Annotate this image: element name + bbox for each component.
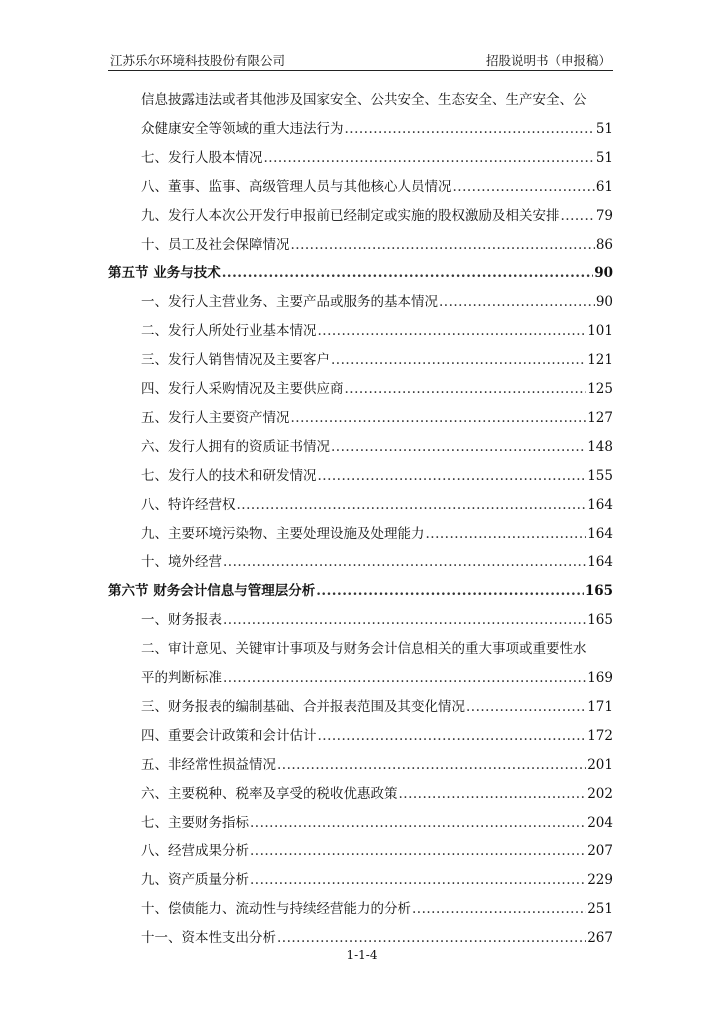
toc-leader-dots — [277, 930, 586, 946]
toc-entry-page: 201 — [587, 756, 613, 773]
toc-entry[interactable] — [108, 720, 613, 744]
toc-leader-dots — [250, 815, 586, 831]
toc-leader-dots — [426, 526, 587, 542]
toc-leader-dots — [331, 439, 586, 455]
toc-entry[interactable] — [108, 344, 613, 368]
toc-entry-title: 三、财务报表的编制基础、合并报表范围及其变化情况 — [141, 698, 465, 715]
toc-entry-title: 第六节 财务会计信息与管理层分析 — [108, 583, 316, 600]
toc-entry[interactable] — [108, 489, 613, 513]
toc-entry[interactable] — [108, 749, 613, 773]
toc-entry[interactable] — [108, 922, 613, 946]
toc-entry-page: 127 — [587, 409, 613, 426]
toc-entry-title: 十一、资本性支出分析 — [141, 930, 276, 947]
toc-entry-title: 七、主要财务指标 — [141, 814, 249, 831]
toc-leader-dots — [277, 757, 586, 773]
toc-entry-page: 125 — [587, 381, 613, 397]
toc-entry[interactable] — [108, 546, 613, 570]
toc-entry-page: 164 — [587, 525, 613, 542]
toc-entry-page: 164 — [587, 554, 613, 571]
toc-entry-page: 101 — [587, 323, 613, 340]
toc-entry[interactable] — [108, 373, 613, 397]
toc-entry-page: 172 — [587, 727, 613, 744]
toc-entry[interactable] — [108, 807, 613, 831]
toc-entry-title: 十、员工及社会保障情况 — [141, 236, 290, 253]
toc-entry-page: 204 — [587, 814, 613, 831]
toc-entry[interactable] — [108, 460, 613, 484]
toc-entry[interactable] — [108, 402, 613, 426]
toc-entry-title: 四、发行人采购情况及主要供应商 — [141, 381, 344, 397]
toc-entry-title: 四、重要会计政策和会计估计 — [141, 727, 317, 744]
toc-entry-page: 165 — [587, 612, 613, 629]
toc-entry[interactable] — [108, 633, 613, 657]
toc-section-heading[interactable] — [108, 575, 613, 599]
toc-entry-page: 86 — [595, 236, 613, 253]
toc-leader-dots — [223, 612, 586, 628]
toc-entry-page: 61 — [595, 178, 613, 195]
toc-leader-dots — [291, 410, 587, 426]
toc-entry-title: 七、发行人股本情况 — [141, 149, 263, 166]
toc-leader-dots — [399, 786, 587, 802]
toc-leader-dots — [318, 468, 587, 484]
toc-entry[interactable] — [108, 864, 613, 888]
toc-leader-dots — [439, 294, 595, 310]
toc-entry-page: 207 — [587, 843, 613, 860]
toc-leader-dots — [318, 728, 587, 744]
toc-entry-page: 164 — [587, 496, 613, 513]
toc-entry-page: 267 — [587, 930, 613, 947]
toc-leader-dots — [250, 843, 586, 859]
toc-leader-dots — [331, 352, 586, 368]
toc-entry-title: 三、发行人销售情况及主要客户 — [141, 352, 330, 369]
toc-entry-title: 七、发行人的技术和研发情况 — [141, 467, 317, 484]
toc-entry-page: 148 — [587, 438, 613, 455]
toc-entry[interactable] — [108, 286, 613, 310]
toc-leader-dots — [345, 121, 595, 137]
toc-leader-dots — [453, 179, 595, 195]
toc-entry-page: 121 — [587, 352, 613, 369]
page-header — [108, 48, 613, 71]
toc-entry-title: 一、财务报表 — [141, 612, 222, 629]
toc-entry[interactable] — [108, 431, 613, 455]
toc-entry-title: 二、发行人所处行业基本情况 — [141, 323, 317, 340]
toc-entry-title: 平的判断标准 — [141, 670, 222, 686]
toc-leader-dots — [237, 497, 587, 513]
toc-entry-title: 二、审计意见、关键审计事项及与财务会计信息相关的重大事项或重要性水 — [141, 641, 587, 658]
toc-entry-title: 五、非经常性损益情况 — [141, 756, 276, 773]
toc-entry-page: 251 — [587, 901, 613, 918]
toc-section-heading[interactable] — [108, 257, 613, 281]
toc-entry-page: 171 — [587, 698, 613, 715]
toc-entry[interactable] — [108, 229, 613, 253]
toc-entry-title: 众健康安全等领域的重大违法行为 — [141, 120, 344, 137]
toc-entry-title: 十、偿债能力、流动性与持续经营能力的分析 — [141, 901, 411, 918]
toc-entry[interactable] — [108, 142, 613, 166]
toc-leader-dots — [412, 901, 586, 917]
toc-entry-title: 信息披露违法或者其他涉及国家安全、公共安全、生态安全、生产安全、公 — [141, 92, 587, 108]
toc-entry[interactable] — [108, 893, 613, 917]
toc-entry-title: 八、经营成果分析 — [141, 843, 249, 860]
toc-leader-dots — [561, 208, 595, 224]
toc-entry-title: 五、发行人主要资产情况 — [141, 409, 290, 426]
toc-entry-title: 十、境外经营 — [141, 554, 222, 571]
toc-entry-title: 八、董事、监事、高级管理人员与其他核心人员情况 — [141, 178, 452, 195]
toc-entry-page: 169 — [587, 670, 613, 686]
toc-entry-page: 90 — [595, 294, 613, 311]
toc-entry-page: 202 — [587, 785, 613, 802]
toc-entry-title: 一、发行人主营业务、主要产品或服务的基本情况 — [141, 294, 438, 311]
page-number: 1-1-4 — [346, 948, 378, 962]
toc-entry[interactable] — [108, 778, 613, 802]
toc-entry-page: 90 — [594, 265, 613, 282]
toc-entry-page: 51 — [595, 149, 613, 166]
toc-leader-dots — [223, 554, 586, 570]
toc-entry-title: 九、发行人本次公开发行申报前已经制定或实施的股权激励及相关安排 — [141, 207, 560, 224]
toc-entry[interactable] — [108, 691, 613, 715]
company-name: 江苏乐尔环境科技股份有限公司 — [110, 53, 286, 68]
toc-entry[interactable] — [108, 518, 613, 542]
toc-entry[interactable] — [108, 200, 613, 224]
document-title: 招股说明书（申报稿） — [485, 53, 611, 68]
toc-leader-dots — [264, 150, 595, 166]
toc-entry[interactable] — [108, 171, 613, 195]
toc-leader-dots — [250, 872, 586, 888]
toc-entry[interactable] — [108, 604, 613, 628]
toc-entry-title: 九、资产质量分析 — [141, 872, 249, 889]
toc-entry-title: 第五节 业务与技术 — [108, 265, 221, 282]
toc-leader-dots — [291, 237, 595, 253]
toc-entry-page: 155 — [587, 467, 613, 484]
toc-entry-title: 六、主要税种、税率及享受的税收优惠政策 — [141, 785, 398, 802]
toc-entry[interactable] — [108, 835, 613, 859]
toc-leader-dots — [466, 699, 586, 715]
toc-leader-dots — [316, 583, 584, 599]
toc-entry[interactable] — [108, 662, 613, 686]
toc-entry[interactable] — [108, 315, 613, 339]
toc-leader-dots — [223, 670, 586, 686]
toc-entry-title: 九、主要环境污染物、主要处理设施及处理能力 — [141, 525, 425, 542]
toc-leader-dots — [345, 381, 587, 397]
toc-entry-page: 165 — [584, 583, 613, 600]
toc-entry-page: 51 — [595, 120, 613, 137]
toc-leader-dots — [318, 323, 587, 339]
toc-entry-title: 六、发行人拥有的资质证书情况 — [141, 438, 330, 455]
toc-entry[interactable] — [108, 113, 613, 137]
toc-entry-title: 八、特许经营权 — [141, 496, 236, 513]
toc-leader-dots — [222, 265, 594, 281]
toc-entry[interactable] — [108, 84, 613, 108]
toc-entry-page: 229 — [587, 872, 613, 889]
toc-entry-page: 79 — [595, 207, 613, 224]
